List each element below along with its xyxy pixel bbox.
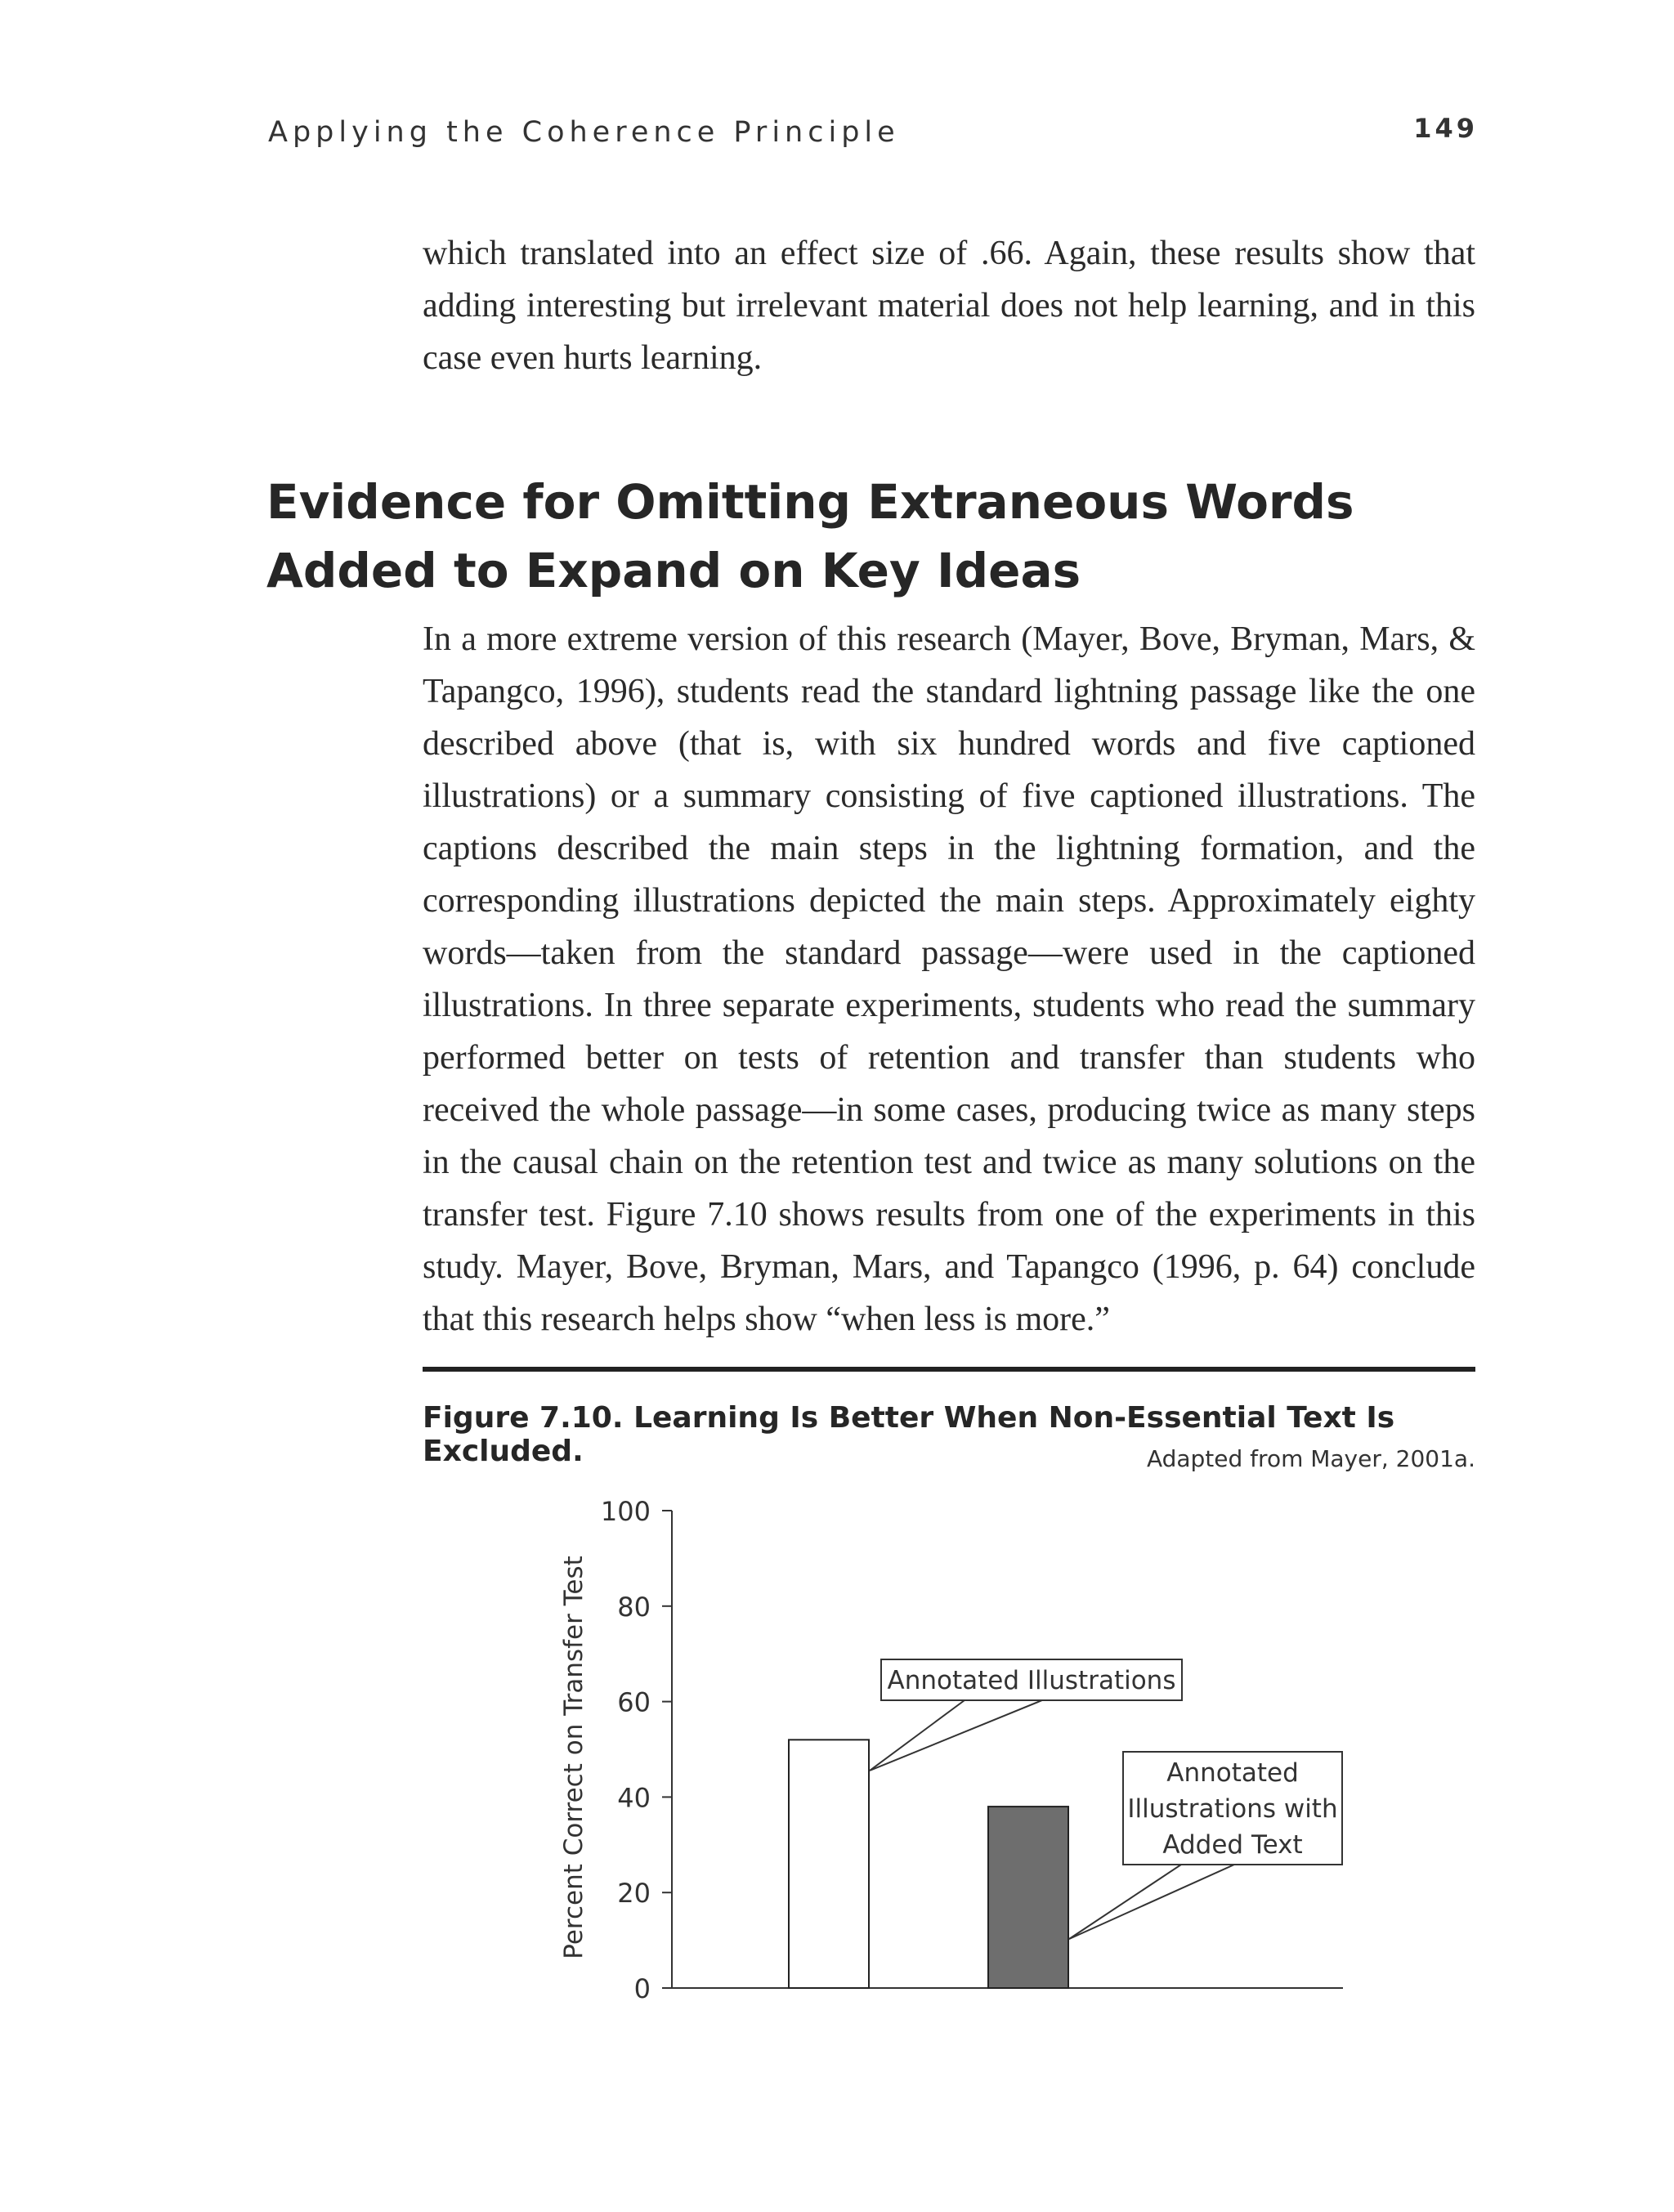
callout-label-2: Added Text <box>1162 1830 1303 1860</box>
callout-label-2: Annotated <box>1166 1758 1299 1788</box>
body-paragraph-1: which translated into an effect size of .66. Again, these results show that adding interesting but irrelevant material does not help learning, and in this case even hurts learning. <box>423 235 1475 377</box>
section-heading: Evidence for Omitting Extraneous Words Added to Expand on Key Ideas <box>266 474 1354 598</box>
figure-caption: Figure 7.10. Learning Is Better When Non-Essential Text Is Excluded. <box>423 1401 1395 1468</box>
y-tick-label-80: 80 <box>617 1591 651 1623</box>
callout-pointer <box>1069 1865 1181 1939</box>
y-tick-label-40: 40 <box>617 1782 651 1814</box>
callout-pointer <box>870 1700 1042 1771</box>
y-axis-label: Percent Correct on Transfer Test <box>559 1556 589 1959</box>
running-head: Applying the Coherence Principle <box>268 116 900 149</box>
page-number: 149 <box>1413 113 1478 144</box>
callout-label-1: Annotated Illustrations <box>887 1666 1176 1695</box>
body-paragraph-2: In a more extreme version of this research (Mayer, Bove, Bryman, Mars, & Tapangco, 1996), students read the standard lightning passage like the one described above (that is, with six hundred words and five captioned illustrations) or a summary consisting of five captioned illustrations. The captions described the main steps in the lightning formation, and the corresponding illustrations depicted the main steps. Approximately eighty words—taken from the standard passage—were used in the captioned illustrations. In three separate experiments, students who read the summary performed better on tests of retention and transfer than students who received the whole passage—in some cases, producing twice as many steps in the causal chain on the retention test and twice as many solutions on the transfer test. Figure 7.10 shows results from one of the experiments in this study. Mayer, Bove, Bryman, Mars, and Tapangco (1996, p. 64) conclude that this research helps show “when less is more.” <box>423 620 1475 1338</box>
callout-pointer <box>870 1700 965 1771</box>
y-tick-label-60: 60 <box>617 1686 651 1718</box>
y-tick-label-100: 100 <box>600 1496 651 1527</box>
callout-label-2: Illustrations with <box>1127 1794 1338 1824</box>
bar-1 <box>789 1740 869 1988</box>
y-tick-label-0: 0 <box>633 1973 651 2004</box>
bar-2 <box>988 1807 1068 1988</box>
y-tick-label-20: 20 <box>617 1878 651 1910</box>
callout-pointer <box>1069 1865 1234 1939</box>
figure-source: Adapted from Mayer, 2001a. <box>1146 1445 1475 1472</box>
